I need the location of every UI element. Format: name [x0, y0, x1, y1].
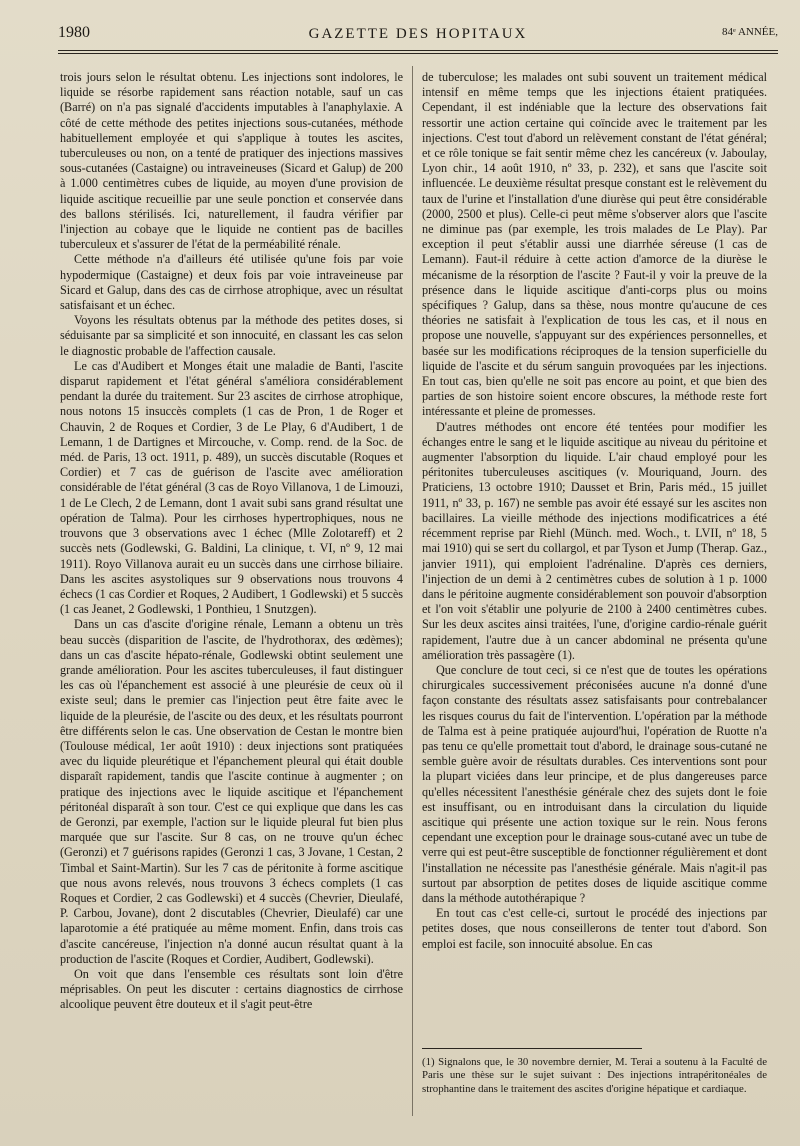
paragraph: Cette méthode n'a d'ailleurs été utilisée qu'une fois par voie hypodermique (Castaigne) et deux fois par voie intraveineuse par Sicard et Galup, dans des cas de cirrhose atrophique, avec un résultat satisfaisant et un échec. — [60, 252, 403, 313]
paragraph: trois jours selon le résultat obtenu. Les injections sont indolores, le liquide se résorbe rapidement sans réaction notable, sauf un cas (Barré) on n'a pas signalé d'accidents imputables à l'anaphylaxie. A côté de cette méthode des petites injections sous-cutanées, méthode habituellement employée et qui s'applique à toutes les ascites, tuberculeuses ou non, on a tenté de pratiquer des injections massives sous-cutanées (Castaigne) ou intraveineuses (Sicard et Galup) de 200 à 1.000 centimètres cubes de liquide, au moyen d'une provision de liquide ascitique recueillie par une seule ponction et conservée dans des ballons stérilisés. Ici, naturellement, il faudra vérifier par l'injection au cobaye que le liquide ne contient pas de bacilles tuberculeux et s'assurer de l'état de la perméabilité rénale. — [60, 70, 403, 252]
running-head — [58, 24, 778, 46]
header-rule-double — [58, 53, 778, 54]
right-column — [422, 70, 767, 952]
paragraph: Le cas d'Audibert et Monges était une maladie de Banti, l'ascite disparut rapidement et l'état général s'améliora considérablement pendant la durée du traitement. Sur 23 ascites de cirrhose atrophique, nous notons 15 insuccès complets (1 cas de Pron, 1 de Roger et Chauvin, 2 de Roques et Cordier, 3 de Le Play, 6 d'Audibert, 1 de Lemann, 1 de Dartignes et Mircouche, v. Comp. rend. de la Soc. de méd. de Paris, 13 oct. 1911, p. 489), un succès discutable (Roques et Cordier) et 7 cas de guérison de l'ascite avec amélioration considérable de l'état général (3 cas de Royo Villanova, 1 de Limouzi, 1 de Le Clech, 2 de Lemann, dont 1 avait subi sans grand résultat une opération de Talma). Pour les cirrhoses hypertrophiques, nous ne trouvons que 3 observations avec 1 échec (Mlle Zolotareff) et 2 succès nets (Godlewski, G. Baldini, La clinique, t. VI, nº 9, 12 mai 1911). Royo Villanova aurait eu un succès dans une cirrhose biliaire. Dans les ascites asystoliques sur 9 observations nous trouvons 4 échecs (1 cas Cordier et Roques, 2 Audibert, 1 Godlewski) et 5 succès (1 cas Jeanet, 2 Godlewski, 1 Ponthieu, 1 Snutzgen). — [60, 358, 403, 617]
paragraph: On voit que dans l'ensemble ces résultats sont loin d'être méprisables. On peut les discuter : certains diagnostics de cirrhose alcoolique peuvent être douteux et il s'agit peut-être — [60, 966, 403, 1012]
paragraph: de tuberculose; les malades ont subi souvent un traitement médical intensif en même temps que les injections étaient pratiquées. Cependant, il est indéniable que la lecture des observations fait ressortir une action certaine qui coïncide avec le traitement par les injections. C'est tout d'abord un relèvement constant de l'état général; et ce rôle tonique se fait sentir même chez les cancéreux (v. Jaboulay, Lyon chir., 14 août 1910, nº 33, p. 232), et sans que l'ascite soit influencée. Le deuxième résultat presque constant est le relèvement du taux de l'urine et l'installation d'une diurèse qui peut être considérable (2000, 2500 et plus). Celle-ci peut même s'observer alors que l'ascite ne diminue pas (par exemple, les trois malades de Le Play). Par exception il peut s'établir aussi une diarrhée séreuse (1 cas de Lemann). Faut-il réduire à cette action d'amorce de la diurèse le mécanisme de la résorption de l'ascite ? Faut-il y voir la preuve de la présence dans le liquide ascitique d'anti-corps plus ou moins spécifiques ? Galup, dans sa thèse, nous montre qu'aucune de ces théories ne satisfait à l'explication de tous les cas, et il nous en propose une nouvelle, s'appuyant sur des expériences personnelles, et basée sur les modifications réciproques de la tension superficielle du liquide de l'ascite et du sérum sanguin provoquées par les injections. En tout cas, bien qu'elle ne soit pas encore au point, et que bien des parties de son histoire soient encore obscures, la méthode reste fort intéressante et pleine de promesses. — [422, 70, 767, 419]
footnote-rule — [422, 1048, 642, 1049]
paragraph: Voyons les résultats obtenus par la méthode des petites doses, si séduisante par sa simplicité et son innocuité, en classant les cas selon le diagnostic probable de l'affection causale. — [60, 313, 403, 358]
paragraph: Que conclure de tout ceci, si ce n'est que de toutes les opérations chirurgicales successivement préconisées aucune n'a donné d'une façon constante des résultats assez satisfaisants pour contrebalancer les risques courus du fait de l'intervention. L'opération par la méthode de Talma est à peine pratiquée aujourd'hui, l'opération de Ruotte n'a pas tenu ce qu'elle promettait tout d'abord, le drainage sous-cutané ne semble guère avoir de résultats durables. Ces interventions sont pour la plupart viciées dans leur principe, et de plus dangereuses parce qu'elles nécessitent l'anesthésie générale chez des sujets dont le foie est insuffisant, ou en introduisant dans la circulation du liquide ascitique qui présente une action toxique sur le rein. Nous ferons cependant une exception pour le drainage sous-cutané avec un tube de verre qui est peut-être susceptible de fonctionner régulièrement et dont l'installation ne nécessite pas l'anesthésie générale. Mais n'agit-il pas surtout par absorption de petites doses de liquide ascitique comme dans la méthode autothérapique ? — [422, 662, 767, 905]
paragraph: Dans un cas d'ascite d'origine rénale, Lemann a obtenu un très beau succès (disparition de l'ascite, de l'hydrothorax, des œdèmes); dans un cas d'ascite hépato-rénale, Godlewski obtint seulement une grande amélioration. Pour les ascites tuberculeuses, il faut distinguer les cas où l'épanchement est associé à une pleurésie de ceux où il existe seul; dans le premier cas l'injection peut être faite avec le liquide de la pleurésie, de l'ascite ou des deux, et les résultats pourront être différents selon le cas. Une observation de Cestan le montre bien (Toulouse médical, 1er août 1910) : deux injections sont pratiquées avec du liquide pleurétique et l'épanchement pleural qui était double disparaît rapidement, tandis que l'ascite continue à augmenter ; on pratique des injections avec le liquide ascitique et l'épanchement péritonéal disparaît à son tour. C'est ce qui explique que dans les cas de Geronzi, par exemple, l'action sur le liquide pleural fut bien plus marquée que sur l'ascite. Sur 8 cas, on ne trouve qu'un échec (Geronzi) et 7 guérisons rapides (Geronzi 1 cas, 3 Jovane, 1 Cestan, 2 Timbal et Saint-Martin). Sur les 7 cas de péritonite à forme ascitique que nous avons relevés, nous trouvons 3 échecs complets (1 cas Roques et Cordier, 2 cas Godlewski) et 4 succès (Chevrier, Dieulafé, P. Carbou, Jovane), dont 2 discutables (Chevrier, Dieulafé) car une laparotomie a été pratiquée au même moment. Enfin, dans trois cas d'ascite cancéreuse, l'injection n'a donné aucun résultat quant à la production de l'ascite (Roques et Cordier, Audibert, Godlewski). — [60, 617, 403, 966]
page-number: 1980 — [58, 24, 90, 41]
header-rule — [58, 50, 778, 51]
paragraph: En tout cas c'est celle-ci, surtout le procédé des injections par petites doses, que nous conseillerons de tenter tout d'abord. Son emploi est facile, son innocuité absolue. En cas — [422, 906, 767, 951]
year-label: 84ᵉ ANNÉE, — [722, 26, 778, 38]
paragraph: D'autres méthodes ont encore été tentées pour modifier les échanges entre le sang et le liquide ascitique au niveau du péritoine et augmenter l'absorption du liquide. L'air chaud employé pour les péritonites tuberculeuses ascitiques (v. Mouriquand, Journ. des Praticiens, 13 octobre 1910; Dausset et Brin, Paris méd., 15 juillet 1911, nº 33, p. 167) ne semble pas avoir été essayé sur les ascites non bacillaires. La vieille méthode des injections modificatrices a été récemment reprise par Riehl (Münch. med. Woch., t. LVII, nº 18, 5 mai 1910) qui se sert du collargol, et par Tyson et Jump (Therap. Gaz., janvier 1911), qui emploient l'adrénaline. D'après ces derniers, l'injection de un demi à 2 centimètres cubes de solution à 1 p. 1000 dans le péritoine augmente considérablement son pouvoir d'absorption et l'on voit s'établir une polyurie de 2100 à 2400 centimètres cubes. Sur les deux ascites ainsi traitées, l'une, d'origine cardio-rénale guérit rapidement, l'autre due à un cancer abdominal ne présenta qu'une amélioration très passagère (1). — [422, 419, 767, 662]
footnote: (1) Signalons que, le 30 novembre dernier, M. Terai a soutenu à la Faculté de Paris une thèse sur le sujet suivant : Des injections intrapéritonéales de strophantine dans le traitement des ascites d'origine hépatique et cardiaque. — [422, 1056, 767, 1095]
journal-title: GAZETTE DES HOPITAUX — [308, 26, 528, 42]
column-divider — [412, 66, 413, 1116]
left-column — [60, 70, 403, 1013]
